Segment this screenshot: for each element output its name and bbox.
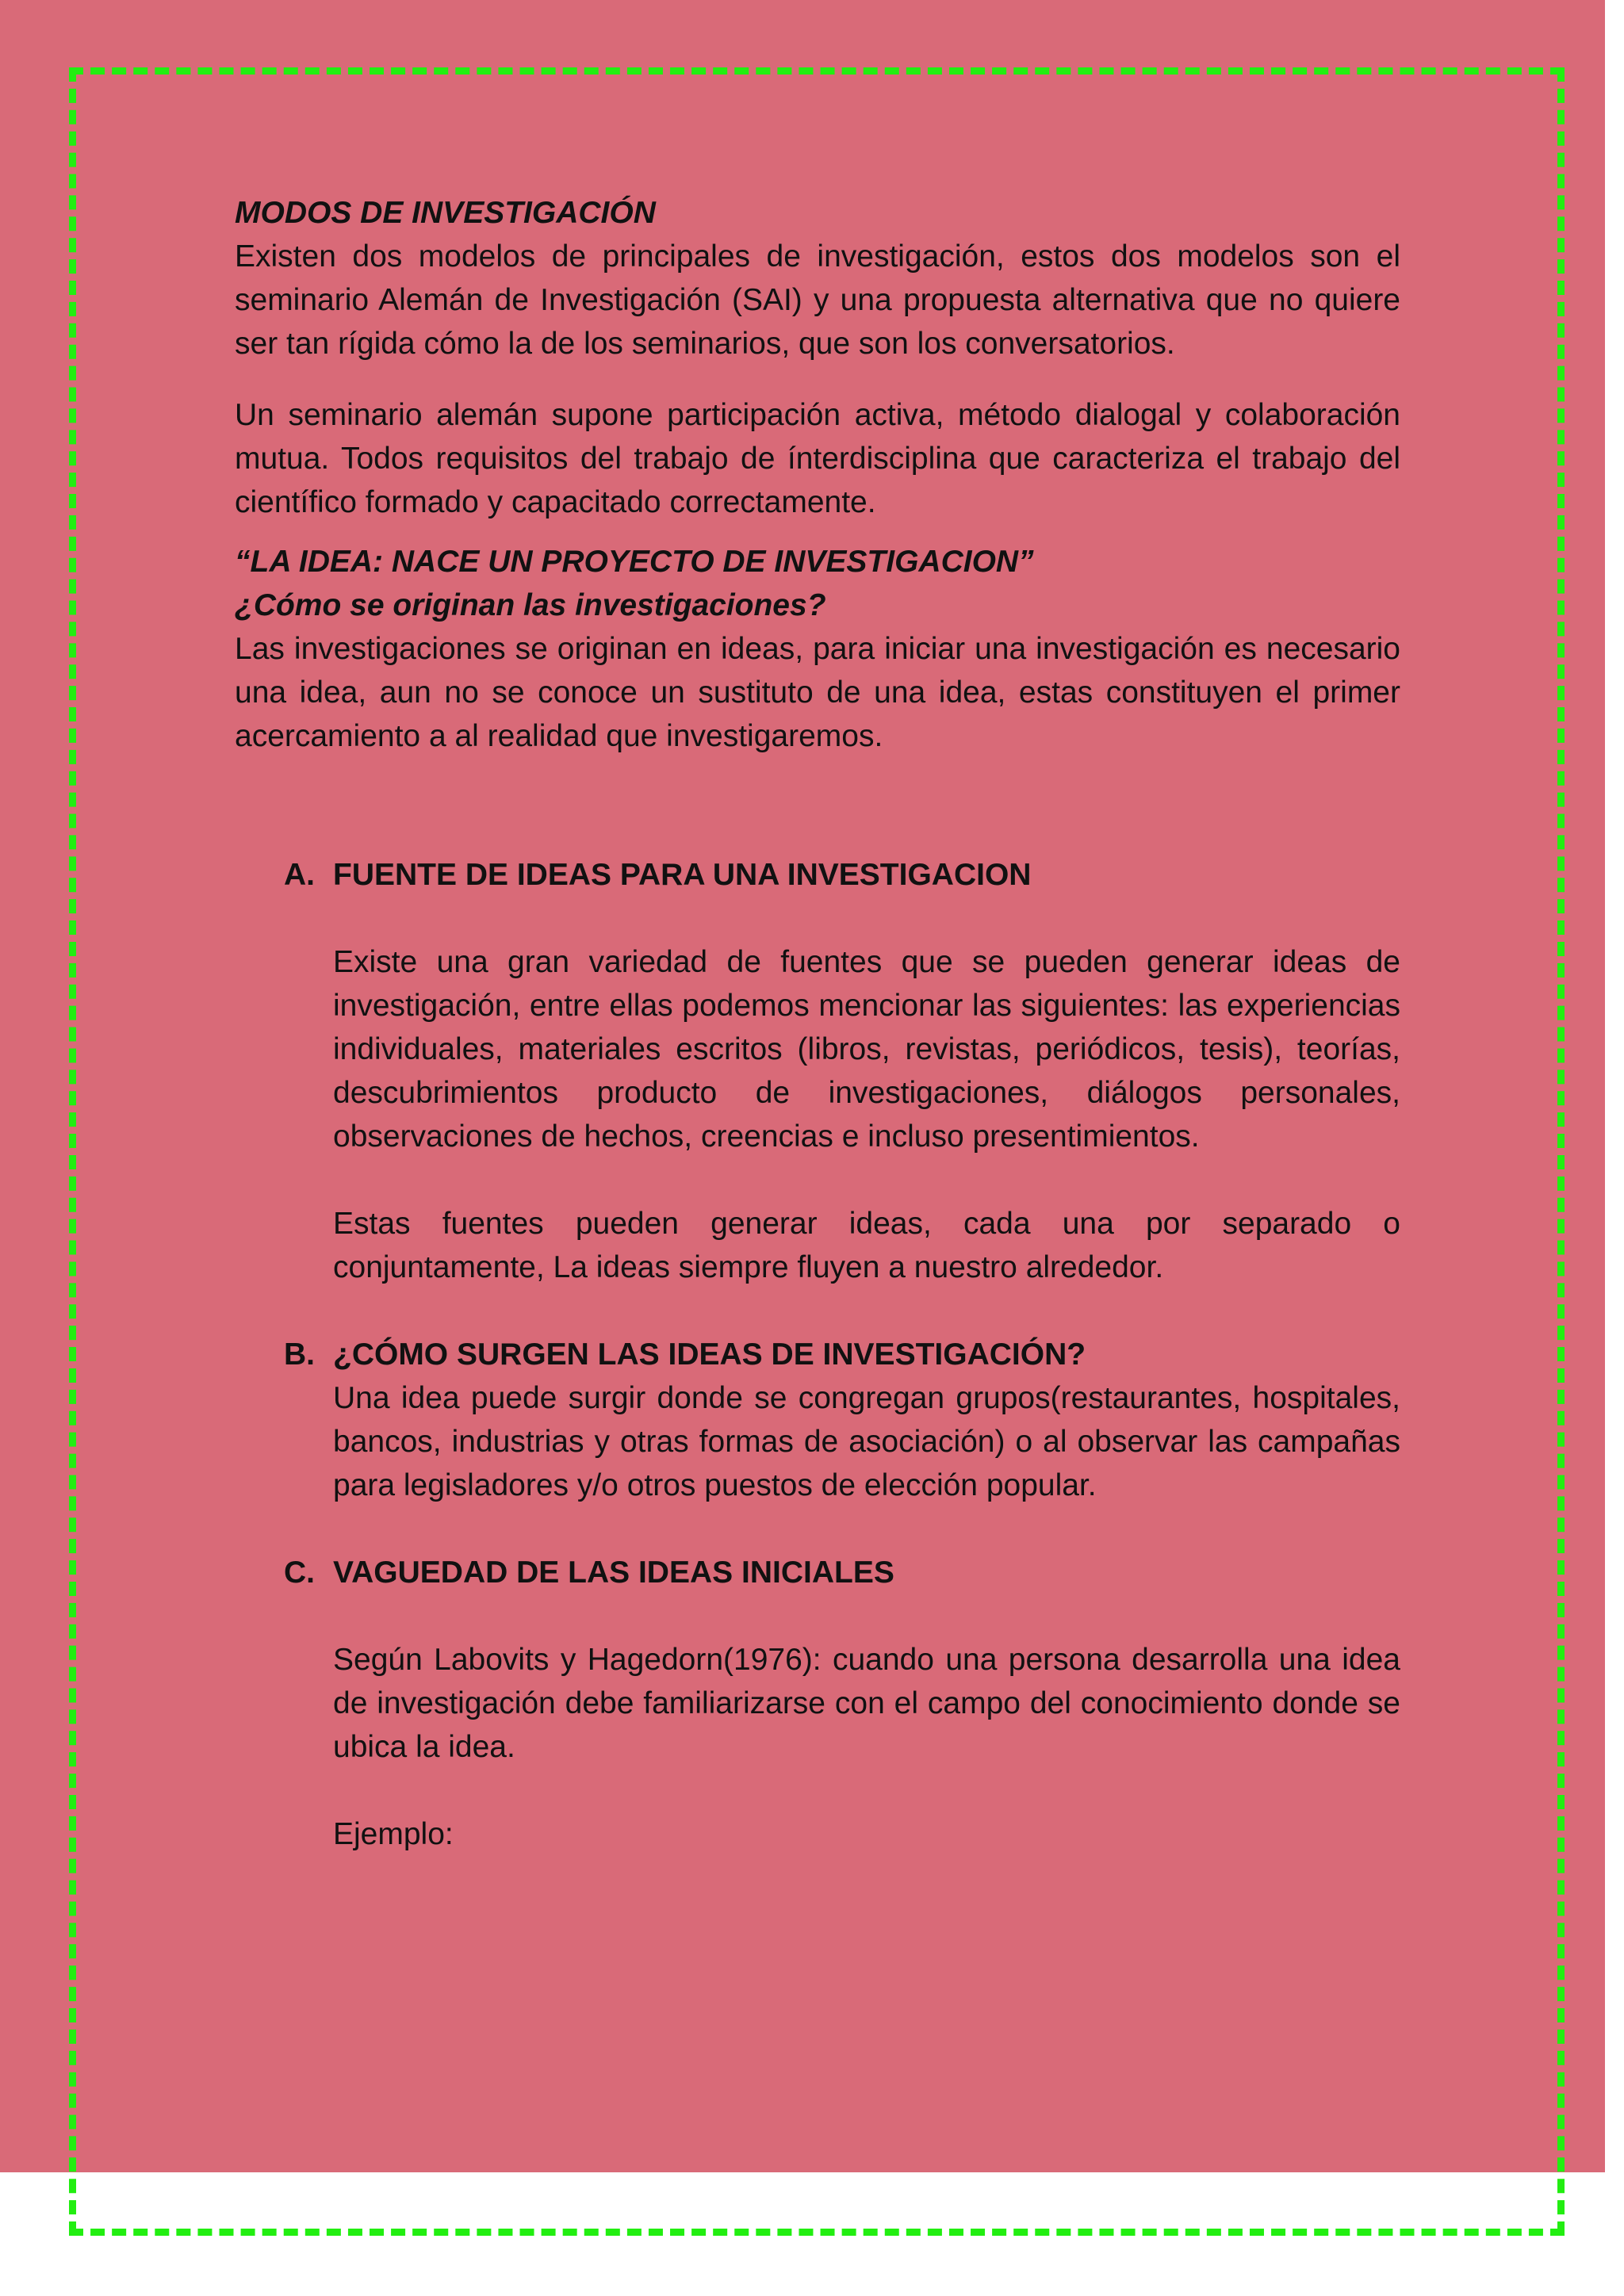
list-item-letter: A. [284, 858, 315, 892]
list-item-paragraph: Según Labovits y Hagedorn(1976): cuando una persona desarrolla una idea de investigación debe familiarizarse con el campo del conocimiento donde se ubica la idea. [333, 1643, 1400, 1764]
list-item [235, 853, 1400, 1289]
list-item-title: VAGUEDAD DE LAS IDEAS INICIALES [333, 1556, 894, 1590]
paragraph-origen: Las investigaciones se originan en ideas, para iniciar una investigación es necesario una idea, aun no se conoce un sustituto de una idea, estas constituyen el primer acercamiento a al realidad que investigaremos. [235, 632, 1400, 753]
ideas-list [235, 853, 1400, 1856]
list-item-paragraph: Una idea puede surgir donde se congregan grupos(restaurantes, hospitales, bancos, industrias y otras formas de asociación) o al observar las campañas para legisladores y/o otros puestos de elección popular. [333, 1381, 1400, 1502]
list-item-paragraph: Ejemplo: [333, 1817, 454, 1851]
paragraph-seminario: Un seminario alemán supone participación activa, método dialogal y colaboración mutua. Todos requisitos del trabajo de ínterdisciplina que caracteriza el trabajo del científico formado y capacitado correctamente. [235, 398, 1400, 519]
paragraph-modelos: Existen dos modelos de principales de investigación, estos dos modelos son el seminario Alemán de Investigación (SAI) y una propuesta alternativa que no quiere ser tan rígida cómo la de los seminarios, que son los conversatorios. [235, 239, 1400, 361]
list-item-paragraph: Existe una gran variedad de fuentes que se pueden generar ideas de investigación, entre ellas podemos mencionar las siguientes: las experiencias individuales, materiales escritos (libros, revistas, periódicos, tesis), teorías, descubrimientos producto de investigaciones, diálogos personales, observaciones de hechos, creencias e incluso presentimientos. [333, 945, 1400, 1154]
list-item [235, 1333, 1400, 1507]
list-item-title: FUENTE DE IDEAS PARA UNA INVESTIGACION [333, 858, 1032, 892]
list-item-paragraph: Estas fuentes pueden generar ideas, cada una por separado o conjuntamente, La ideas siempre fluyen a nuestro alrededor. [333, 1207, 1400, 1284]
list-item [235, 1551, 1400, 1856]
section-heading-modos: MODOS DE INVESTIGACIÓN [235, 196, 656, 230]
section-heading-origen: ¿Cómo se originan las investigaciones? [235, 588, 826, 622]
list-item-letter: C. [284, 1556, 315, 1590]
list-item-letter: B. [284, 1337, 315, 1372]
document-body [235, 191, 1400, 1856]
section-heading-idea: “LA IDEA: NACE UN PROYECTO DE INVESTIGACION” [235, 545, 1034, 579]
list-item-title: ¿CÓMO SURGEN LAS IDEAS DE INVESTIGACIÓN? [333, 1337, 1086, 1372]
